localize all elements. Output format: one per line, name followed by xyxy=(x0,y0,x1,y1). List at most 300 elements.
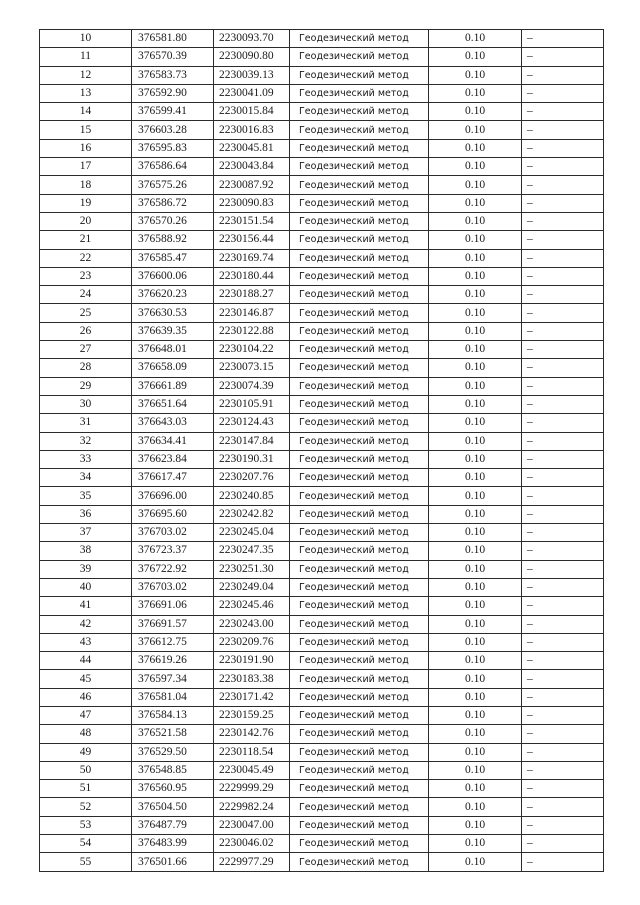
table-row xyxy=(40,560,604,578)
description-cell: – xyxy=(522,267,604,285)
x-coordinate-cell: 376722.92 xyxy=(132,560,214,578)
accuracy-cell: 0.10 xyxy=(429,30,522,48)
method-cell: Геодезический метод xyxy=(290,341,429,359)
description-cell: – xyxy=(522,194,604,212)
y-coordinate-cell: 2230156.44 xyxy=(214,231,290,249)
point-number-cell: 37 xyxy=(40,524,132,542)
table-row xyxy=(40,652,604,670)
coordinates-table xyxy=(39,29,604,872)
method-cell: Геодезический метод xyxy=(290,761,429,779)
table-row xyxy=(40,84,604,102)
y-coordinate-cell: 2230209.76 xyxy=(214,633,290,651)
table-row xyxy=(40,304,604,322)
table-row xyxy=(40,505,604,523)
x-coordinate-cell: 376695.60 xyxy=(132,505,214,523)
method-cell: Геодезический метод xyxy=(290,688,429,706)
method-cell: Геодезический метод xyxy=(290,66,429,84)
description-cell: – xyxy=(522,414,604,432)
method-cell: Геодезический метод xyxy=(290,139,429,157)
x-coordinate-cell: 376648.01 xyxy=(132,341,214,359)
method-cell: Геодезический метод xyxy=(290,835,429,853)
description-cell: – xyxy=(522,761,604,779)
description-cell: – xyxy=(522,487,604,505)
y-coordinate-cell: 2230243.00 xyxy=(214,615,290,633)
description-cell: – xyxy=(522,231,604,249)
y-coordinate-cell: 2230240.85 xyxy=(214,487,290,505)
method-cell: Геодезический метод xyxy=(290,121,429,139)
x-coordinate-cell: 376570.26 xyxy=(132,212,214,230)
table-row xyxy=(40,597,604,615)
y-coordinate-cell: 2230047.00 xyxy=(214,816,290,834)
accuracy-cell: 0.10 xyxy=(429,633,522,651)
description-cell: – xyxy=(522,286,604,304)
y-coordinate-cell: 2230188.27 xyxy=(214,286,290,304)
description-cell: – xyxy=(522,524,604,542)
y-coordinate-cell: 2230183.38 xyxy=(214,670,290,688)
table-row xyxy=(40,798,604,816)
table-row xyxy=(40,48,604,66)
table-row xyxy=(40,780,604,798)
accuracy-cell: 0.10 xyxy=(429,743,522,761)
point-number-cell: 11 xyxy=(40,48,132,66)
description-cell: – xyxy=(522,652,604,670)
table-row xyxy=(40,249,604,267)
method-cell: Геодезический метод xyxy=(290,249,429,267)
method-cell: Геодезический метод xyxy=(290,103,429,121)
accuracy-cell: 0.10 xyxy=(429,359,522,377)
method-cell: Геодезический метод xyxy=(290,597,429,615)
y-coordinate-cell: 2230015.84 xyxy=(214,103,290,121)
y-coordinate-cell: 2230041.09 xyxy=(214,84,290,102)
y-coordinate-cell: 2230147.84 xyxy=(214,432,290,450)
x-coordinate-cell: 376585.47 xyxy=(132,249,214,267)
x-coordinate-cell: 376560.95 xyxy=(132,780,214,798)
point-number-cell: 36 xyxy=(40,505,132,523)
table-row xyxy=(40,761,604,779)
accuracy-cell: 0.10 xyxy=(429,450,522,468)
y-coordinate-cell: 2230074.39 xyxy=(214,377,290,395)
x-coordinate-cell: 376548.85 xyxy=(132,761,214,779)
x-coordinate-cell: 376651.64 xyxy=(132,395,214,413)
x-coordinate-cell: 376599.41 xyxy=(132,103,214,121)
description-cell: – xyxy=(522,158,604,176)
table-row xyxy=(40,176,604,194)
x-coordinate-cell: 376703.02 xyxy=(132,578,214,596)
table-row xyxy=(40,231,604,249)
y-coordinate-cell: 2230090.80 xyxy=(214,48,290,66)
x-coordinate-cell: 376586.72 xyxy=(132,194,214,212)
x-coordinate-cell: 376703.02 xyxy=(132,524,214,542)
point-number-cell: 43 xyxy=(40,633,132,651)
y-coordinate-cell: 2230245.46 xyxy=(214,597,290,615)
method-cell: Геодезический метод xyxy=(290,359,429,377)
point-number-cell: 34 xyxy=(40,469,132,487)
point-number-cell: 46 xyxy=(40,688,132,706)
point-number-cell: 13 xyxy=(40,84,132,102)
description-cell: – xyxy=(522,688,604,706)
y-coordinate-cell: 2230245.04 xyxy=(214,524,290,542)
table-row xyxy=(40,853,604,871)
description-cell: – xyxy=(522,780,604,798)
description-cell: – xyxy=(522,615,604,633)
table-row xyxy=(40,121,604,139)
point-number-cell: 54 xyxy=(40,835,132,853)
method-cell: Геодезический метод xyxy=(290,578,429,596)
y-coordinate-cell: 2230045.49 xyxy=(214,761,290,779)
method-cell: Геодезический метод xyxy=(290,652,429,670)
method-cell: Геодезический метод xyxy=(290,670,429,688)
accuracy-cell: 0.10 xyxy=(429,194,522,212)
table-row xyxy=(40,377,604,395)
table-row xyxy=(40,432,604,450)
point-number-cell: 41 xyxy=(40,597,132,615)
point-number-cell: 24 xyxy=(40,286,132,304)
accuracy-cell: 0.10 xyxy=(429,139,522,157)
point-number-cell: 49 xyxy=(40,743,132,761)
accuracy-cell: 0.10 xyxy=(429,835,522,853)
description-cell: – xyxy=(522,578,604,596)
description-cell: – xyxy=(522,743,604,761)
table-row xyxy=(40,212,604,230)
table-row xyxy=(40,66,604,84)
accuracy-cell: 0.10 xyxy=(429,286,522,304)
accuracy-cell: 0.10 xyxy=(429,249,522,267)
description-cell: – xyxy=(522,853,604,871)
table-row xyxy=(40,395,604,413)
method-cell: Геодезический метод xyxy=(290,816,429,834)
x-coordinate-cell: 376623.84 xyxy=(132,450,214,468)
x-coordinate-cell: 376617.47 xyxy=(132,469,214,487)
accuracy-cell: 0.10 xyxy=(429,395,522,413)
description-cell: – xyxy=(522,66,604,84)
accuracy-cell: 0.10 xyxy=(429,158,522,176)
method-cell: Геодезический метод xyxy=(290,469,429,487)
point-number-cell: 20 xyxy=(40,212,132,230)
table-row xyxy=(40,322,604,340)
method-cell: Геодезический метод xyxy=(290,615,429,633)
method-cell: Геодезический метод xyxy=(290,194,429,212)
point-number-cell: 47 xyxy=(40,706,132,724)
accuracy-cell: 0.10 xyxy=(429,377,522,395)
description-cell: – xyxy=(522,48,604,66)
method-cell: Геодезический метод xyxy=(290,524,429,542)
description-cell: – xyxy=(522,249,604,267)
description-cell: – xyxy=(522,670,604,688)
description-cell: – xyxy=(522,395,604,413)
table-row xyxy=(40,450,604,468)
method-cell: Геодезический метод xyxy=(290,48,429,66)
accuracy-cell: 0.10 xyxy=(429,761,522,779)
point-number-cell: 18 xyxy=(40,176,132,194)
accuracy-cell: 0.10 xyxy=(429,48,522,66)
accuracy-cell: 0.10 xyxy=(429,670,522,688)
x-coordinate-cell: 376603.28 xyxy=(132,121,214,139)
method-cell: Геодезический метод xyxy=(290,798,429,816)
x-coordinate-cell: 376620.23 xyxy=(132,286,214,304)
accuracy-cell: 0.10 xyxy=(429,487,522,505)
description-cell: – xyxy=(522,706,604,724)
x-coordinate-cell: 376483.99 xyxy=(132,835,214,853)
x-coordinate-cell: 376612.75 xyxy=(132,633,214,651)
point-number-cell: 10 xyxy=(40,30,132,48)
accuracy-cell: 0.10 xyxy=(429,341,522,359)
description-cell: – xyxy=(522,542,604,560)
accuracy-cell: 0.10 xyxy=(429,231,522,249)
y-coordinate-cell: 2230016.83 xyxy=(214,121,290,139)
table-row xyxy=(40,670,604,688)
description-cell: – xyxy=(522,84,604,102)
table-row xyxy=(40,524,604,542)
accuracy-cell: 0.10 xyxy=(429,578,522,596)
method-cell: Геодезический метод xyxy=(290,743,429,761)
method-cell: Геодезический метод xyxy=(290,706,429,724)
description-cell: – xyxy=(522,121,604,139)
method-cell: Геодезический метод xyxy=(290,158,429,176)
y-coordinate-cell: 2230159.25 xyxy=(214,706,290,724)
method-cell: Геодезический метод xyxy=(290,414,429,432)
y-coordinate-cell: 2230169.74 xyxy=(214,249,290,267)
y-coordinate-cell: 2230090.83 xyxy=(214,194,290,212)
description-cell: – xyxy=(522,359,604,377)
accuracy-cell: 0.10 xyxy=(429,505,522,523)
method-cell: Геодезический метод xyxy=(290,322,429,340)
accuracy-cell: 0.10 xyxy=(429,212,522,230)
method-cell: Геодезический метод xyxy=(290,286,429,304)
point-number-cell: 35 xyxy=(40,487,132,505)
description-cell: – xyxy=(522,30,604,48)
accuracy-cell: 0.10 xyxy=(429,798,522,816)
description-cell: – xyxy=(522,304,604,322)
table-row xyxy=(40,30,604,48)
table-row xyxy=(40,615,604,633)
accuracy-cell: 0.10 xyxy=(429,725,522,743)
point-number-cell: 33 xyxy=(40,450,132,468)
table-row xyxy=(40,725,604,743)
accuracy-cell: 0.10 xyxy=(429,176,522,194)
point-number-cell: 16 xyxy=(40,139,132,157)
x-coordinate-cell: 376595.83 xyxy=(132,139,214,157)
x-coordinate-cell: 376581.80 xyxy=(132,30,214,48)
point-number-cell: 15 xyxy=(40,121,132,139)
method-cell: Геодезический метод xyxy=(290,725,429,743)
table-row xyxy=(40,816,604,834)
point-number-cell: 26 xyxy=(40,322,132,340)
y-coordinate-cell: 2230249.04 xyxy=(214,578,290,596)
method-cell: Геодезический метод xyxy=(290,633,429,651)
table-row xyxy=(40,835,604,853)
method-cell: Геодезический метод xyxy=(290,84,429,102)
table-row xyxy=(40,469,604,487)
description-cell: – xyxy=(522,835,604,853)
y-coordinate-cell: 2230093.70 xyxy=(214,30,290,48)
point-number-cell: 51 xyxy=(40,780,132,798)
point-number-cell: 38 xyxy=(40,542,132,560)
y-coordinate-cell: 2230073.15 xyxy=(214,359,290,377)
x-coordinate-cell: 376634.41 xyxy=(132,432,214,450)
method-cell: Геодезический метод xyxy=(290,395,429,413)
point-number-cell: 55 xyxy=(40,853,132,871)
method-cell: Геодезический метод xyxy=(290,780,429,798)
description-cell: – xyxy=(522,176,604,194)
method-cell: Геодезический метод xyxy=(290,487,429,505)
description-cell: – xyxy=(522,798,604,816)
method-cell: Геодезический метод xyxy=(290,231,429,249)
y-coordinate-cell: 2230180.44 xyxy=(214,267,290,285)
y-coordinate-cell: 2229999.29 xyxy=(214,780,290,798)
y-coordinate-cell: 2230242.82 xyxy=(214,505,290,523)
table-row xyxy=(40,267,604,285)
table-row xyxy=(40,542,604,560)
point-number-cell: 31 xyxy=(40,414,132,432)
x-coordinate-cell: 376597.34 xyxy=(132,670,214,688)
y-coordinate-cell: 2230191.90 xyxy=(214,652,290,670)
x-coordinate-cell: 376691.06 xyxy=(132,597,214,615)
accuracy-cell: 0.10 xyxy=(429,469,522,487)
table-row xyxy=(40,414,604,432)
y-coordinate-cell: 2230142.76 xyxy=(214,725,290,743)
point-number-cell: 25 xyxy=(40,304,132,322)
x-coordinate-cell: 376639.35 xyxy=(132,322,214,340)
point-number-cell: 32 xyxy=(40,432,132,450)
x-coordinate-cell: 376529.50 xyxy=(132,743,214,761)
accuracy-cell: 0.10 xyxy=(429,597,522,615)
method-cell: Геодезический метод xyxy=(290,542,429,560)
y-coordinate-cell: 2230146.87 xyxy=(214,304,290,322)
point-number-cell: 44 xyxy=(40,652,132,670)
x-coordinate-cell: 376581.04 xyxy=(132,688,214,706)
accuracy-cell: 0.10 xyxy=(429,66,522,84)
table-row xyxy=(40,743,604,761)
y-coordinate-cell: 2230087.92 xyxy=(214,176,290,194)
description-cell: – xyxy=(522,725,604,743)
accuracy-cell: 0.10 xyxy=(429,688,522,706)
point-number-cell: 22 xyxy=(40,249,132,267)
point-number-cell: 12 xyxy=(40,66,132,84)
table-row xyxy=(40,578,604,596)
table-row xyxy=(40,139,604,157)
x-coordinate-cell: 376592.90 xyxy=(132,84,214,102)
table-row xyxy=(40,359,604,377)
x-coordinate-cell: 376691.57 xyxy=(132,615,214,633)
description-cell: – xyxy=(522,377,604,395)
x-coordinate-cell: 376630.53 xyxy=(132,304,214,322)
y-coordinate-cell: 2229977.29 xyxy=(214,853,290,871)
accuracy-cell: 0.10 xyxy=(429,267,522,285)
description-cell: – xyxy=(522,816,604,834)
x-coordinate-cell: 376661.89 xyxy=(132,377,214,395)
x-coordinate-cell: 376575.26 xyxy=(132,176,214,194)
description-cell: – xyxy=(522,322,604,340)
y-coordinate-cell: 2230043.84 xyxy=(214,158,290,176)
accuracy-cell: 0.10 xyxy=(429,542,522,560)
description-cell: – xyxy=(522,341,604,359)
accuracy-cell: 0.10 xyxy=(429,304,522,322)
y-coordinate-cell: 2230046.02 xyxy=(214,835,290,853)
x-coordinate-cell: 376696.00 xyxy=(132,487,214,505)
point-number-cell: 28 xyxy=(40,359,132,377)
method-cell: Геодезический метод xyxy=(290,212,429,230)
y-coordinate-cell: 2230105.91 xyxy=(214,395,290,413)
accuracy-cell: 0.10 xyxy=(429,322,522,340)
accuracy-cell: 0.10 xyxy=(429,615,522,633)
description-cell: – xyxy=(522,505,604,523)
point-number-cell: 30 xyxy=(40,395,132,413)
description-cell: – xyxy=(522,469,604,487)
x-coordinate-cell: 376504.50 xyxy=(132,798,214,816)
point-number-cell: 23 xyxy=(40,267,132,285)
accuracy-cell: 0.10 xyxy=(429,780,522,798)
y-coordinate-cell: 2230171.42 xyxy=(214,688,290,706)
point-number-cell: 48 xyxy=(40,725,132,743)
method-cell: Геодезический метод xyxy=(290,560,429,578)
point-number-cell: 19 xyxy=(40,194,132,212)
table-row xyxy=(40,633,604,651)
y-coordinate-cell: 2230045.81 xyxy=(214,139,290,157)
y-coordinate-cell: 2230118.54 xyxy=(214,743,290,761)
description-cell: – xyxy=(522,597,604,615)
y-coordinate-cell: 2230207.76 xyxy=(214,469,290,487)
table-row xyxy=(40,103,604,121)
description-cell: – xyxy=(522,450,604,468)
point-number-cell: 27 xyxy=(40,341,132,359)
x-coordinate-cell: 376588.92 xyxy=(132,231,214,249)
point-number-cell: 40 xyxy=(40,578,132,596)
method-cell: Геодезический метод xyxy=(290,30,429,48)
x-coordinate-cell: 376584.13 xyxy=(132,706,214,724)
x-coordinate-cell: 376487.79 xyxy=(132,816,214,834)
point-number-cell: 17 xyxy=(40,158,132,176)
x-coordinate-cell: 376723.37 xyxy=(132,542,214,560)
x-coordinate-cell: 376521.58 xyxy=(132,725,214,743)
accuracy-cell: 0.10 xyxy=(429,652,522,670)
description-cell: – xyxy=(522,633,604,651)
y-coordinate-cell: 2230247.35 xyxy=(214,542,290,560)
point-number-cell: 29 xyxy=(40,377,132,395)
method-cell: Геодезический метод xyxy=(290,377,429,395)
point-number-cell: 45 xyxy=(40,670,132,688)
point-number-cell: 42 xyxy=(40,615,132,633)
accuracy-cell: 0.10 xyxy=(429,853,522,871)
accuracy-cell: 0.10 xyxy=(429,432,522,450)
table-row xyxy=(40,158,604,176)
accuracy-cell: 0.10 xyxy=(429,414,522,432)
accuracy-cell: 0.10 xyxy=(429,816,522,834)
table-row xyxy=(40,286,604,304)
table-row xyxy=(40,487,604,505)
y-coordinate-cell: 2229982.24 xyxy=(214,798,290,816)
accuracy-cell: 0.10 xyxy=(429,84,522,102)
description-cell: – xyxy=(522,139,604,157)
point-number-cell: 21 xyxy=(40,231,132,249)
y-coordinate-cell: 2230190.31 xyxy=(214,450,290,468)
table-row xyxy=(40,706,604,724)
y-coordinate-cell: 2230039.13 xyxy=(214,66,290,84)
y-coordinate-cell: 2230124.43 xyxy=(214,414,290,432)
x-coordinate-cell: 376619.26 xyxy=(132,652,214,670)
method-cell: Геодезический метод xyxy=(290,853,429,871)
accuracy-cell: 0.10 xyxy=(429,103,522,121)
x-coordinate-cell: 376658.09 xyxy=(132,359,214,377)
accuracy-cell: 0.10 xyxy=(429,560,522,578)
description-cell: – xyxy=(522,103,604,121)
coordinates-table-body xyxy=(40,30,604,872)
method-cell: Геодезический метод xyxy=(290,304,429,322)
point-number-cell: 53 xyxy=(40,816,132,834)
point-number-cell: 50 xyxy=(40,761,132,779)
x-coordinate-cell: 376600.06 xyxy=(132,267,214,285)
point-number-cell: 39 xyxy=(40,560,132,578)
accuracy-cell: 0.10 xyxy=(429,121,522,139)
